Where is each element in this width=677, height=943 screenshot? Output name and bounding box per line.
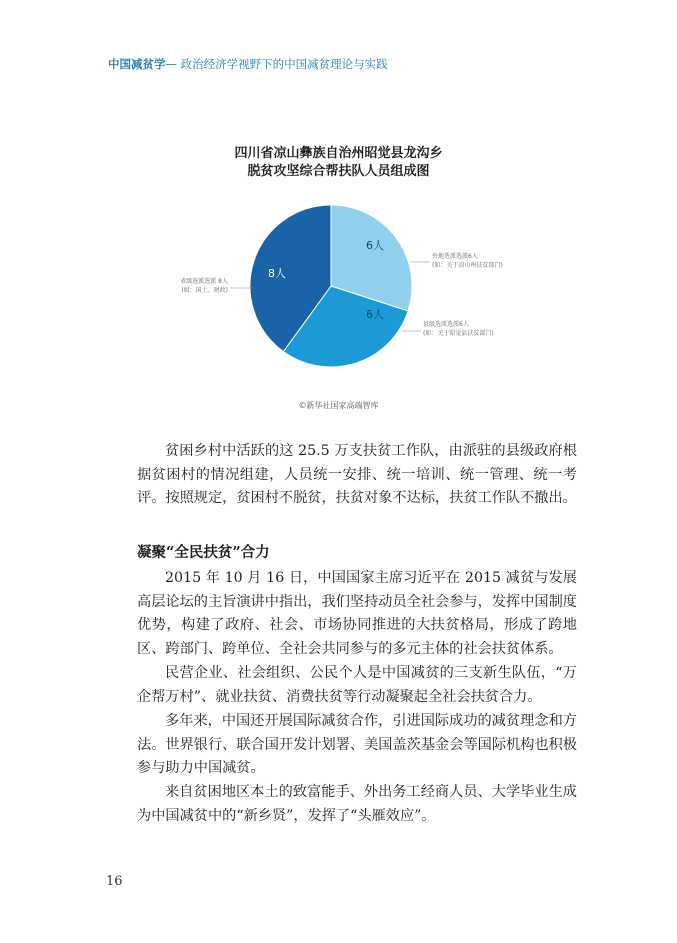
book-title: 中国减贫学 — [108, 57, 166, 71]
book-subtitle: — 政治经济学视野下的中国减贫理论与实践 — [165, 57, 388, 71]
section-heading: 凝聚“全民扶贫”合力 — [137, 544, 270, 561]
chart-title-line2: 脱贫攻坚综合帮扶队人员组成图 — [247, 164, 430, 179]
slice-annotation: 外地选派选派6人 — [432, 253, 478, 260]
paragraph-5: 来自贫困地区本土的致富能手、外出务工经商人员、大学毕业生成为中国减贫中的“新乡贤”，发挥了“头雁效应”。 — [137, 784, 577, 824]
slice-annotation: (如：国土、财政) — [181, 287, 228, 294]
paragraph-4: 多年来，中国还开展国际减贫合作，引进国际成功的减贫理念和方法。世界银行、联合国开发计划署、美国盖茨基金会等国际机构也积极参与助力中国减贫。 — [137, 713, 577, 776]
chart-credit: ©新华社国家高端智库 — [298, 401, 379, 410]
paragraph-3: 民营企业、社会组织、公民个人是中国减贫的三支新生队伍，“万企帮万村”、就业扶贫、消费扶贫等行动凝聚起全社会扶贫合力。 — [137, 665, 577, 705]
slice-label: 6人 — [366, 308, 384, 321]
slice-annotation: (如：关于凉山州扶贫部门) — [432, 262, 503, 269]
paragraph-1: 贫困乡村中活跃的这 25.5 万支扶贫工作队，由派驻的县级政府根据贫困村的情况组建，人员统一安排、统一培训、统一管理、统一考评。按照规定，贫困村不脱贫，扶贫对象不达标，扶贫工作队不撤出。 — [137, 443, 577, 506]
slice-label: 8人 — [268, 267, 286, 280]
slice-annotation: 省级选派选派 8人 — [180, 278, 228, 285]
slice-annotation: (如：关于昭觉县扶贫部门) — [423, 330, 494, 337]
paragraph-2: 2015 年 10 月 16 日，中国国家主席习近平在 2015 减贫与发展高层论坛的主旨演讲中指出，我们坚持动员全社会参与，发挥中国制度优势，构建了政府、社会、市场协同推进的大扶贫格局，形成了跨地区、跨部门、跨单位、全社会共同参与的多元主体的社会扶贫体系。 — [137, 570, 577, 657]
page-number: 16 — [106, 874, 123, 889]
slice-annotation: 县级选派选派6人 — [423, 321, 469, 328]
slice-label: 6人 — [366, 239, 384, 252]
chart-title-line1: 四川省凉山彝族自治州昭觉县龙沟乡 — [234, 146, 443, 161]
